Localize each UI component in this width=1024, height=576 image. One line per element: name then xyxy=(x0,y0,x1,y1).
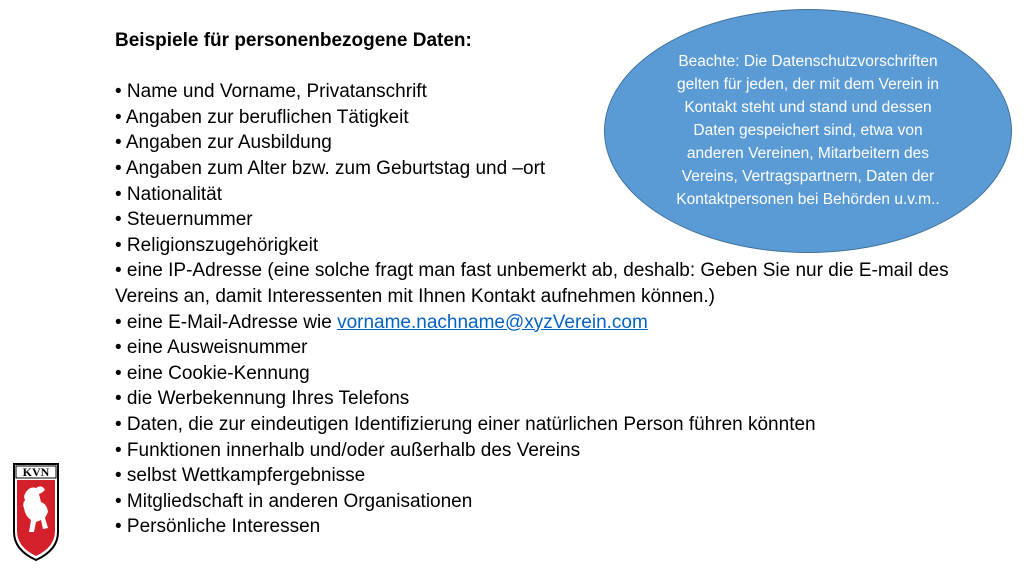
list-item-age: • Angaben zum Alter bzw. zum Geburtstag und –ort xyxy=(115,157,546,179)
list-item-results: • selbst Wettkampfergebnisse xyxy=(115,465,366,487)
list-item-religion: • Religionszugehörigkeit xyxy=(115,234,319,256)
list-item-email-label: • eine E-Mail-Adresse wie xyxy=(115,311,338,333)
callout-text: Beachte: Die Datenschutzvorschriften gelten für jeden, der mit dem Verein in Kontakt steht und stand und dessen Daten gespeichert sind, etwa von anderen Vereinen, Mitarbeitern des Vereins, Vertragspartnern, Daten der Kontaktpersonen bei Behörden u.v.m.. xyxy=(676,52,940,208)
list-item-tax-number: • Steuernummer xyxy=(115,209,253,231)
list-item-education: • Angaben zur Ausbildung xyxy=(115,132,332,154)
list-item-ip-address: • eine IP-Adresse (eine solche fragt man fast unbemerkt ab, deshalb: Geben Sie nur die E-mail des Vereins an, damit Interessenten mit Ihnen Kontakt aufnehmen können.) xyxy=(115,260,949,307)
logo-text: KVN xyxy=(22,465,50,479)
list-item-interests: • Persönliche Interessen xyxy=(115,516,321,538)
list-item-cookie: • eine Cookie-Kennung xyxy=(115,362,310,384)
list-item-id-number: • eine Ausweisnummer xyxy=(115,337,308,359)
list-item-ad-id: • die Werbekennung Ihres Telefons xyxy=(115,388,410,410)
list-item-identification: • Daten, die zur eindeutigen Identifizierung einer natürlichen Person führen könnten xyxy=(115,413,816,435)
list-heading: Beispiele für personenbezogene Daten: xyxy=(115,30,472,51)
list-item-name: • Name und Vorname, Privatanschrift xyxy=(115,81,427,103)
email-link[interactable]: vorname.nachname@xyzVerein.com xyxy=(337,311,648,333)
kvn-logo xyxy=(12,462,60,562)
callout-oval xyxy=(604,9,1012,253)
list-item-email xyxy=(115,310,995,336)
list-item-job: • Angaben zur beruflichen Tätigkeit xyxy=(115,106,409,128)
list-item-memberships: • Mitgliedschaft in anderen Organisationen xyxy=(115,490,473,512)
list-item-nationality: • Nationalität xyxy=(115,183,222,205)
list-item-functions: • Funktionen innerhalb und/oder außerhalb des Vereins xyxy=(115,439,581,461)
